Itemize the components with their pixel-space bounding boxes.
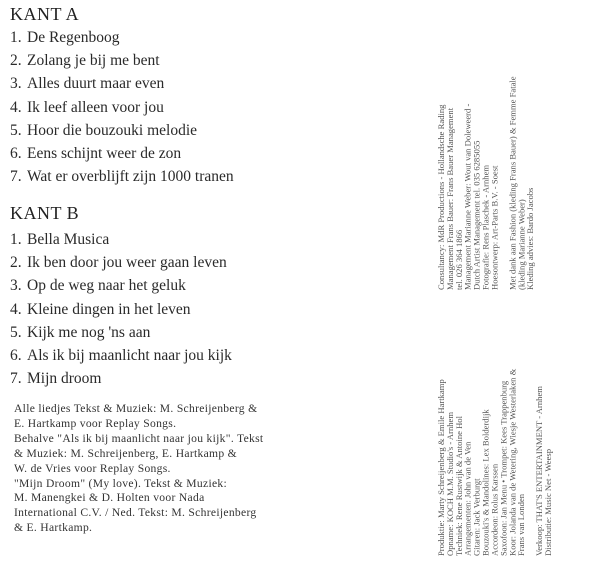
track-number: 6. (10, 144, 22, 162)
track-item (10, 165, 234, 188)
credit-line: W. de Vries voor Replay Songs. (14, 461, 171, 475)
track-number: 3. (10, 75, 22, 93)
track-number: 4. (10, 300, 22, 318)
credit-line: tel. 026 364 1866 (453, 229, 464, 290)
songwriting-credits (14, 402, 263, 536)
side-a-title: KANT A (10, 4, 80, 24)
credit-line: Frans van Londen (516, 493, 527, 556)
credit-line: Fotografie: Rens Plaschek - Arnhem (480, 164, 491, 290)
credit-line: "Mijn Droom" (My love). Tekst & Muziek: (14, 476, 228, 490)
credit-line: Gitaren: Jack Verburgt (471, 478, 482, 556)
credit-line: Consultancy: MdR Productions - Hollandsche Rading (436, 104, 446, 290)
track-number: 2. (10, 52, 22, 70)
credit-line: Bouzouki's & Mandolines: Lex Bolderdijk (480, 409, 491, 556)
track-number: 4. (10, 98, 22, 116)
track-item (10, 96, 234, 119)
credit-line: Accordeon: Rolus Karssen (489, 463, 500, 556)
credit-line: Alle liedjes Tekst & Muziek: M. Schreijenberg & (14, 402, 258, 415)
credit-line: Produktie: Marty Schreijenberg & Emile Hartkamp (436, 379, 446, 556)
track-title: Wat er overblijft zijn 1000 tranen (27, 168, 234, 186)
track-item (10, 344, 232, 367)
credit-line: Management Frans Bauer: Frans Bauer Management (444, 107, 455, 290)
credit-line: Opname: KOCH M.M. Studio's - Arnhem (444, 411, 455, 556)
credit-line: International C.V. / Ned. Tekst: M. Schreijenberg (14, 506, 257, 520)
track-number: 7. (10, 370, 22, 388)
track-number: 7. (10, 168, 22, 186)
credit-line: Saxofoon: Jan Menu • Trompet: Kees Trappenburg (498, 380, 509, 556)
track-number: 1. (10, 231, 22, 248)
track-title: Ik leef alleen voor jou (27, 98, 164, 116)
credit-line: Hoesontwerp: Art-Parts B.V. - Soest (489, 165, 500, 290)
track-number: 3. (10, 277, 22, 295)
track-title: Bella Musica (27, 231, 110, 248)
track-title: Als ik bij maanlicht naar jou kijk (27, 346, 232, 364)
track-item (10, 119, 234, 142)
credit-line: Arrangementen: John van de Ven (462, 441, 473, 556)
production-credits-top (437, 10, 535, 290)
track-title: Kleine dingen in het leven (27, 300, 191, 318)
track-title: De Regenboog (27, 29, 120, 46)
track-title: Eens schijnt weer de zon (27, 144, 182, 162)
track-number: 1. (10, 29, 22, 46)
track-item (10, 26, 234, 49)
credit-line: Distributie: Music Net - Weesp (542, 448, 553, 556)
track-item (10, 142, 234, 165)
side-a-tracklist (10, 26, 234, 188)
track-title: Mijn droom (27, 370, 102, 388)
credit-line: Koor: Jolanda van de Wetering, Wiesje Westerlaken & (507, 368, 518, 556)
credit-line: Dutch Artist Management tel. 035 6285055 (471, 140, 482, 290)
production-credits-bottom (437, 290, 553, 556)
track-item (10, 228, 232, 251)
track-item (10, 367, 232, 390)
track-title: Alles duurt maar even (27, 75, 165, 93)
credit-line: E. Hartkamp voor Replay Songs. (14, 416, 177, 430)
track-item (10, 72, 234, 95)
track-item (10, 274, 232, 297)
side-b-tracklist (10, 228, 232, 390)
track-number: 5. (10, 323, 22, 341)
track-item (10, 49, 234, 72)
credit-line: Verkoop: THAT'S ENTERTAINMENT - Arnhem (534, 386, 545, 556)
credit-line: Behalve "Als ik bij maanlicht naar jou kijk". Tekst (14, 431, 264, 445)
credit-line: & Muziek: M. Schreijenberg, E. Hartkamp & (14, 446, 237, 460)
track-item (10, 298, 232, 321)
track-number: 6. (10, 346, 22, 364)
track-title: Zolang je bij me bent (27, 52, 160, 70)
credit-line: Techniek: Rene Rustwijk & Antoine Hol (453, 416, 464, 556)
track-title: Ik ben door jou weer gaan leven (27, 254, 227, 272)
credit-line: Management Marianne Weber: Wout van Doleweerd - (462, 103, 473, 290)
track-title: Op de weg naar het geluk (27, 277, 186, 295)
credit-line: Met dank aan Fashion (kleding Frans Bauer) & Femme Fatale (507, 76, 518, 290)
credit-line: (kleding Marianne Weber) (516, 199, 527, 290)
credit-line: & E. Hartkamp. (14, 521, 93, 535)
track-title: Hoor die bouzouki melodie (27, 121, 198, 139)
track-number: 5. (10, 121, 22, 139)
side-b-title: KANT B (10, 203, 80, 223)
track-item (10, 321, 232, 344)
credit-line: Kleding advies: Bardo Jacobs (525, 187, 536, 290)
track-title: Kijk me nog 'ns aan (27, 323, 151, 341)
track-item (10, 251, 232, 274)
credit-line: M. Manengkei & D. Holten voor Nada (14, 491, 205, 505)
track-number: 2. (10, 254, 22, 272)
